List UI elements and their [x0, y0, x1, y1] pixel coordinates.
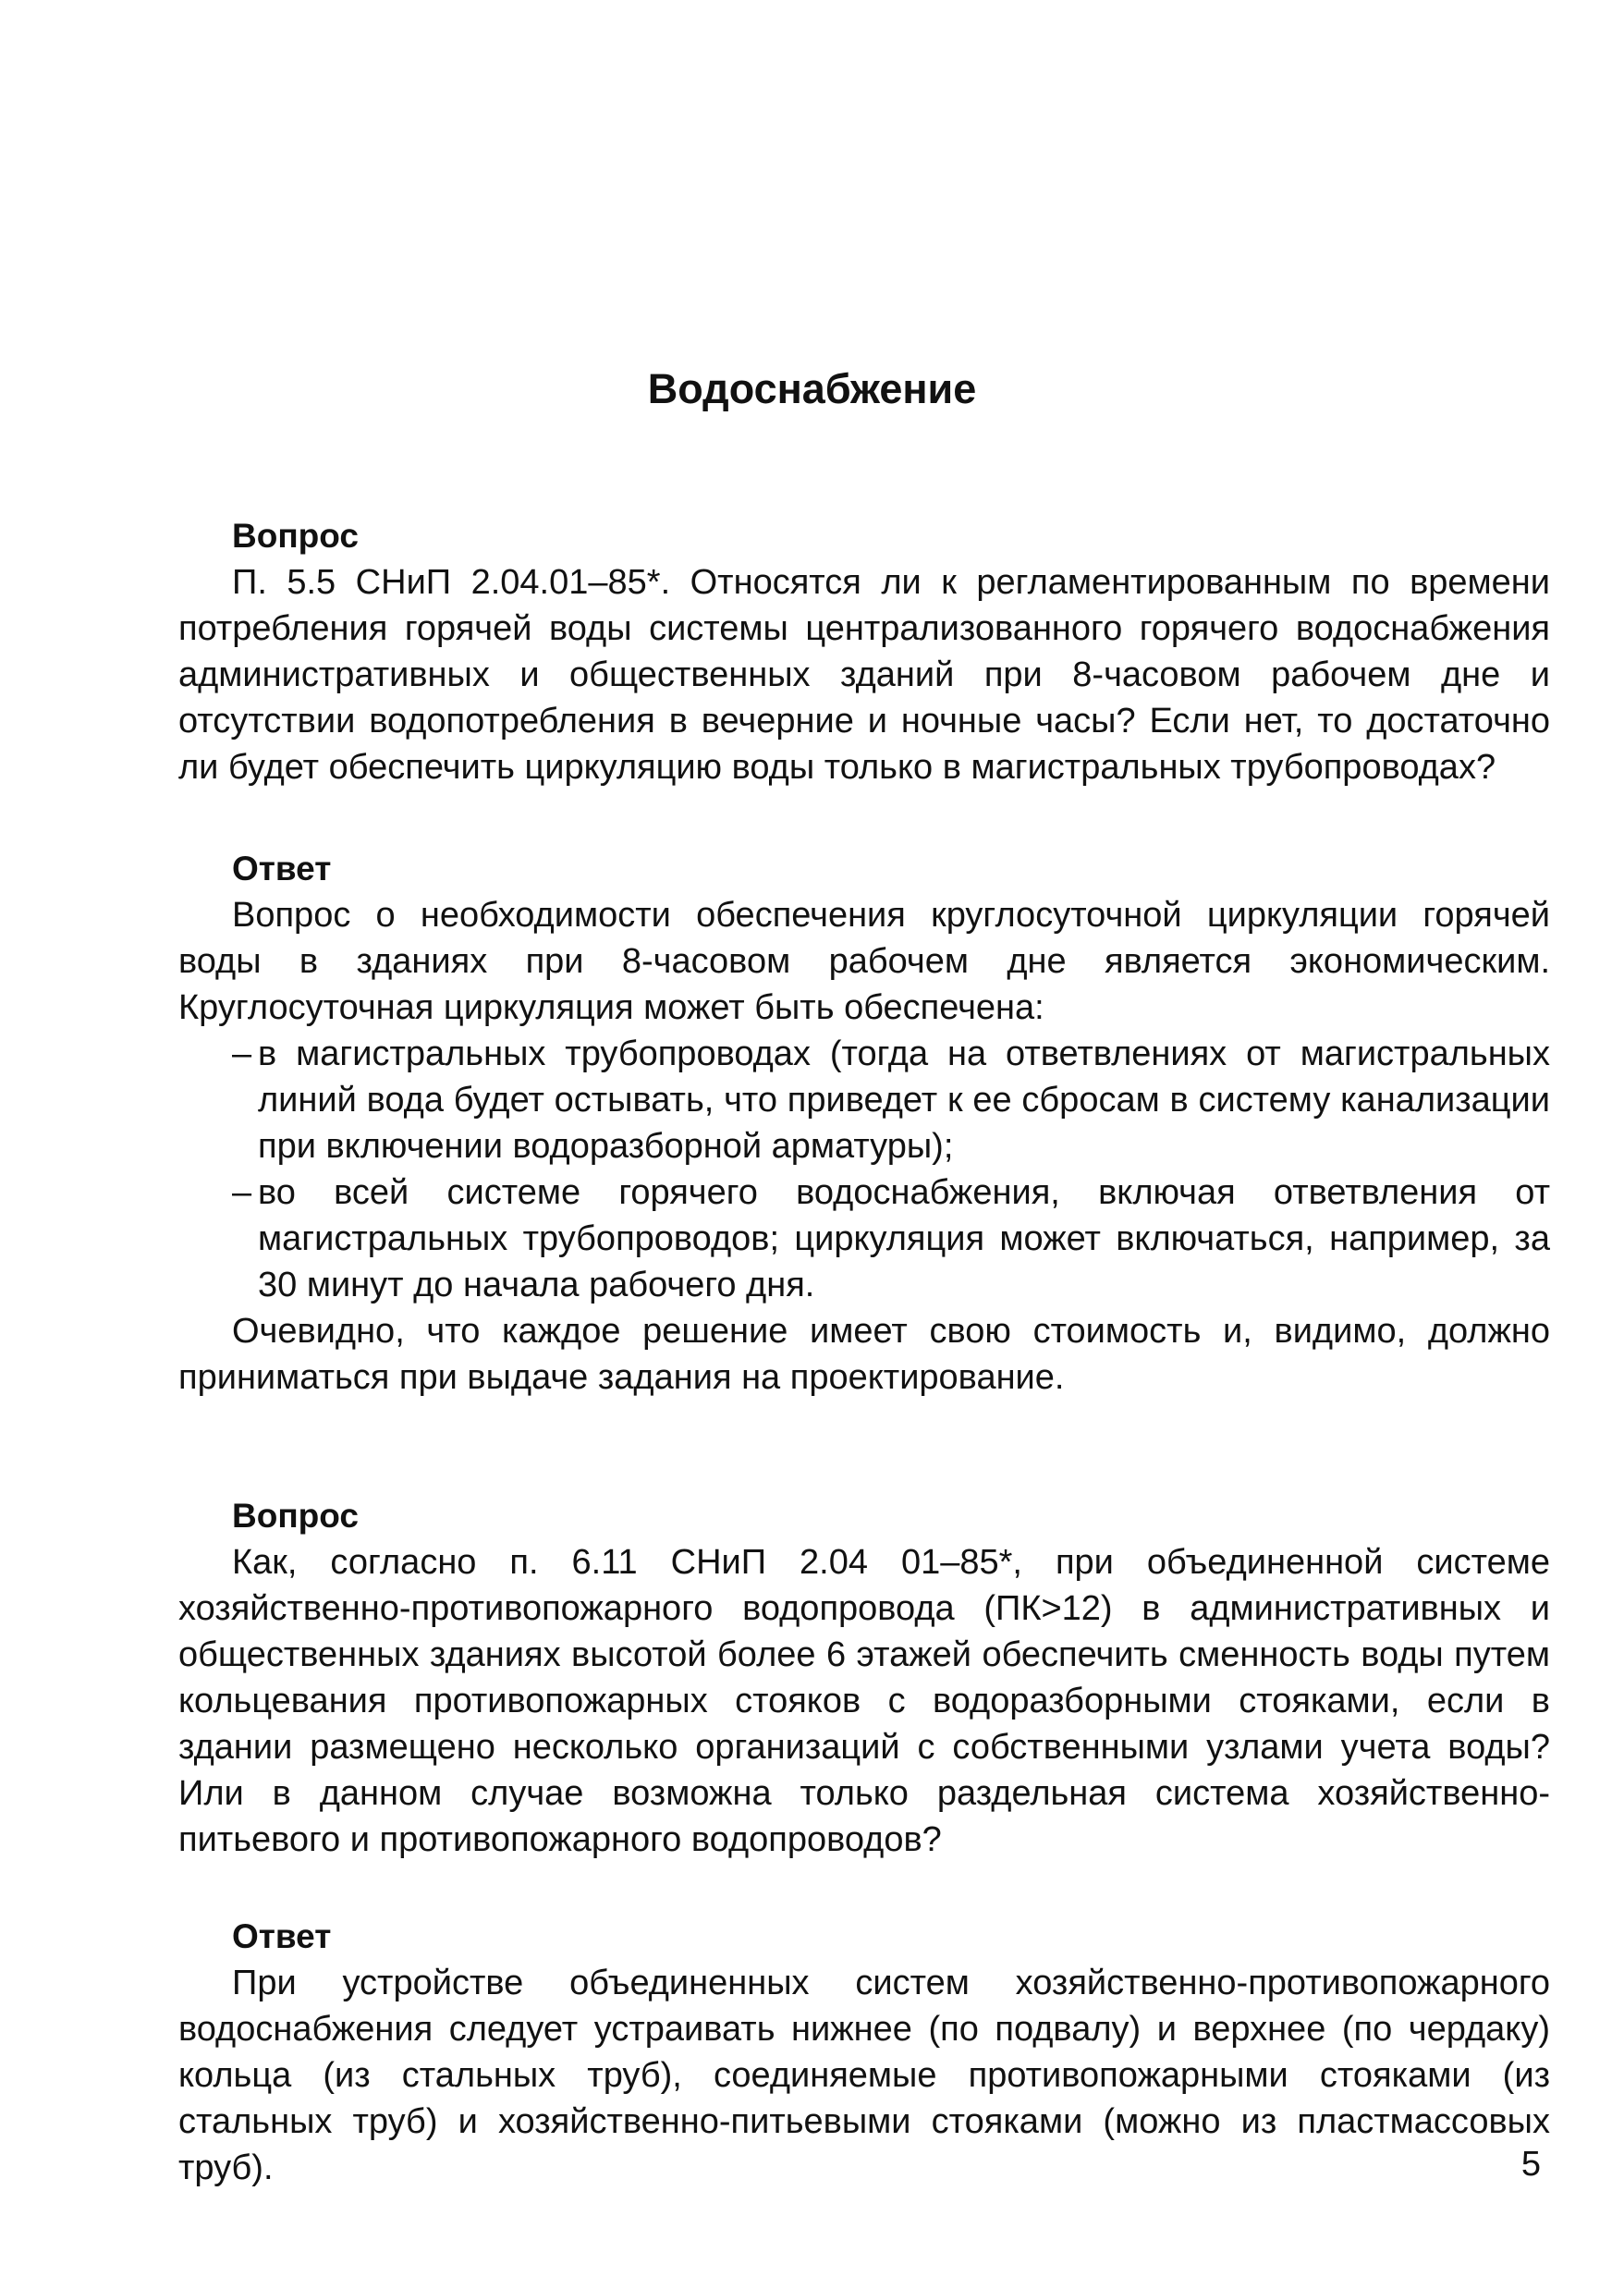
- list-item-text: во всей системе горячего водоснабжения, включая ответвления от магистральных трубопроводов; циркуляция может включаться, например, за 30 минут до начала рабочего дня.: [258, 1173, 1550, 1304]
- answer-list: [178, 1031, 1550, 1308]
- question-heading: Вопрос: [232, 517, 359, 555]
- answer-heading: Ответ: [232, 1917, 332, 1955]
- question-block-2: [178, 1493, 1550, 1863]
- list-item: – в магистральных трубопроводах (тогда на ответвлениях от магистральных линий вода будет остывать, что приведет к ее сбросам в систему канализации при включении водоразборной арматуры);: [232, 1034, 1550, 1166]
- answer-conclusion: Очевидно, что каждое решение имеет свою стоимость и, видимо, должно приниматься при выдаче задания на проектирование.: [178, 1312, 1550, 1397]
- question-heading: Вопрос: [232, 1497, 359, 1535]
- answer-text: При устройстве объединенных систем хозяйственно-противопожарного водоснабжения следует устраивать нижнее (по подвалу) и верхнее (по чердаку) кольца (из стальных труб), соединяемые противопожарными стояками (из стальных труб) и хозяйственно-питьевыми стояками (можно из пластмассовых труб).: [178, 1964, 1550, 2187]
- question-text: П. 5.5 СНиП 2.04.01–85*. Относятся ли к регламентированным по времени потребления горячей воды системы централизованного горячего водоснабжения административных и общественных зданий при 8-часовом рабочем дне и отсутствии водопотребления в вечерние и ночные часы? Если нет, то достаточно ли будет обеспечить циркуляцию воды только в магистральных трубопроводах?: [178, 563, 1550, 787]
- answer-block-1: [178, 846, 1550, 1401]
- question-text: Как, согласно п. 6.11 СНиП 2.04 01–85*, при объединенной системе хозяйственно-противопожарного водопровода (ПК>12) в административных и общественных зданиях высотой более 6 этажей обеспечить сменность воды путем кольцевания противопожарных стояков с водоразборными стояками, если в здании размещено несколько организаций с собственными узлами учета воды? Или в данном случае возможна только раздельная система хозяйственно-питьевого и противопожарного водопроводов?: [178, 1543, 1550, 1859]
- question-block-1: [178, 513, 1550, 790]
- list-item: – во всей системе горячего водоснабжения, включая ответвления от магистральных трубопроводов; циркуляция может включаться, например, за 30 минут до начала рабочего дня.: [232, 1173, 1550, 1304]
- page-number: 5: [1520, 2145, 1541, 2184]
- answer-heading: Ответ: [232, 850, 332, 887]
- answer-block-2: [178, 1914, 1550, 2191]
- page-title: Водоснабжение: [647, 365, 977, 412]
- list-item-text: в магистральных трубопроводах (тогда на ответвлениях от магистральных линий вода будет остывать, что приведет к ее сбросам в систему канализации при включении водоразборной арматуры);: [258, 1034, 1550, 1166]
- answer-intro: Вопрос о необходимости обеспечения круглосуточной циркуляции горячей воды в зданиях при 8-часовом рабочем дне является экономическим. Круглосуточная циркуляция может быть обеспечена:: [178, 896, 1550, 1027]
